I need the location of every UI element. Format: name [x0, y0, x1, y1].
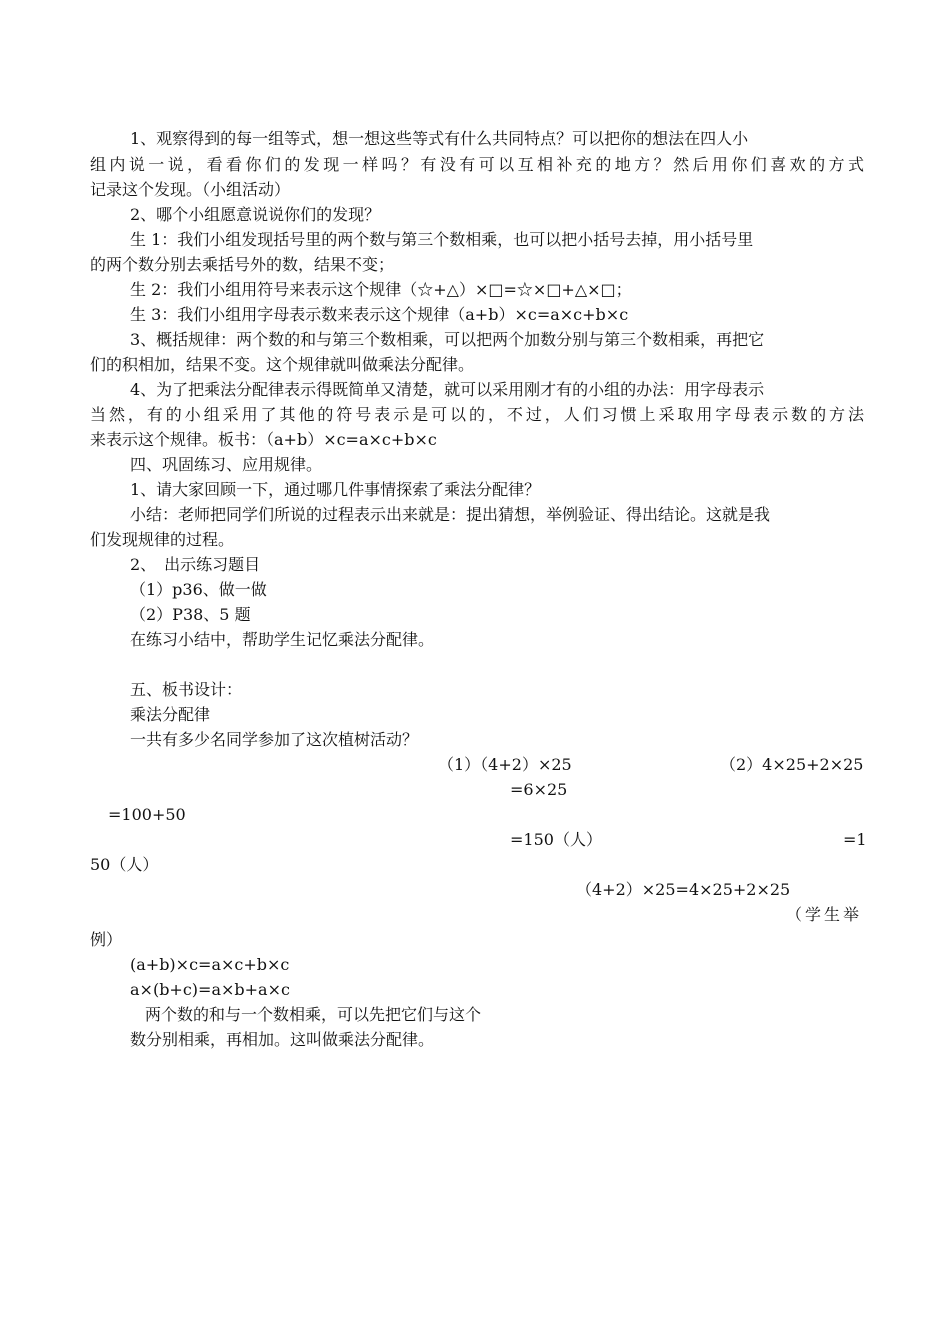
- board-equation: （1）（4+2）×25: [438, 755, 572, 774]
- board-equation: =150（人）: [510, 830, 602, 849]
- board-definition: 数分别相乘，再相加。这叫做乘法分配律。: [130, 1030, 435, 1049]
- board-title: 乘法分配律: [130, 705, 211, 724]
- board-formula: a×(b+c)=a×b+a×c: [130, 980, 290, 999]
- paragraph-line: 来表示这个规律。板书：（a+b）×c=a×c+b×c: [90, 430, 437, 449]
- board-equation: （4+2）×25=4×25+2×25: [576, 880, 791, 899]
- list-item: （1）p36、做一做: [130, 580, 267, 599]
- board-question: 一共有多少名同学参加了这次植树活动？: [130, 730, 419, 749]
- paragraph-line: 生 3：我们小组用字母表示数来表示这个规律（a+b）×c=a×c+b×c: [130, 305, 629, 324]
- paragraph-line: 2、哪个小组愿意说说你们的发现？: [130, 205, 381, 224]
- paragraph-line: 4、为了把乘法分配律表示得既简单又清楚，就可以采用刚才有的小组的办法：用字母表示: [130, 380, 765, 399]
- board-note: 例）: [90, 930, 123, 949]
- paragraph-line: 1、观察得到的每一组等式，想一想这些等式有什么共同特点？可以把你的想法在四人小: [130, 129, 749, 148]
- section-heading: 五、板书设计：: [130, 680, 243, 699]
- board-equation: （2）4×25+2×25: [720, 755, 864, 774]
- paragraph-line: 当然，有的小组采用了其他的符号表示是可以的，不过，人们习惯上采取用字母表示数的方法: [90, 405, 864, 424]
- board-equation: =6×25: [510, 780, 568, 799]
- board-note: （学生举: [786, 905, 863, 924]
- board-equation: 50（人）: [90, 855, 159, 874]
- paragraph-line: 小结：老师把同学们所说的过程表示出来就是：提出猜想，举例验证、得出结论。这就是我: [130, 505, 771, 524]
- paragraph-line: 生 1：我们小组发现括号里的两个数与第三个数相乘，也可以把小括号去掉，用小括号里: [130, 230, 754, 249]
- board-definition: 两个数的和与一个数相乘，可以先把它们与这个: [145, 1005, 482, 1024]
- board-equation: =1: [843, 830, 867, 849]
- board-equation: =100+50: [108, 805, 186, 824]
- paragraph-line: 生 2：我们小组用符号来表示这个规律（☆+△）×□=☆×□+△×□；: [130, 280, 632, 299]
- paragraph-line: 在练习小结中，帮助学生记忆乘法分配律。: [130, 630, 435, 649]
- section-heading: 四、巩固练习、应用规律。: [130, 455, 323, 474]
- paragraph-line: 们发现规律的过程。: [90, 530, 235, 549]
- board-formula: (a+b)×c=a×c+b×c: [130, 955, 290, 974]
- paragraph-line: 们的积相加，结果不变。这个规律就叫做乘法分配律。: [90, 355, 475, 374]
- list-item: （2）P38、5 题: [130, 605, 251, 624]
- paragraph-line: 1、请大家回顾一下，通过哪几件事情探索了乘法分配律？: [130, 480, 541, 499]
- paragraph-line: 的两个数分别去乘括号外的数，结果不变；: [90, 255, 395, 274]
- paragraph-line: 组内说一说，看看你们的发现一样吗？有没有可以互相补充的地方？然后用你们喜欢的方式: [90, 155, 864, 174]
- paragraph-line: 2、 出示练习题目: [130, 555, 261, 574]
- paragraph-line: 记录这个发现。（小组活动）: [90, 180, 291, 199]
- paragraph-line: 3、概括规律：两个数的和与第三个数相乘，可以把两个加数分别与第三个数相乘，再把它: [130, 330, 765, 349]
